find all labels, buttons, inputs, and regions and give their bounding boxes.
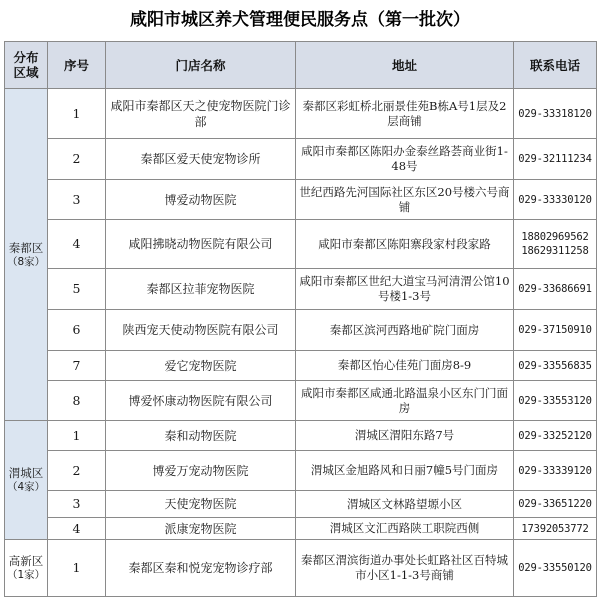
table-row bbox=[5, 421, 597, 451]
header-district: 分布 区域 bbox=[5, 42, 48, 89]
seq-cell: 5 bbox=[48, 269, 106, 310]
header-address: 地址 bbox=[296, 42, 514, 89]
district-name: 渭城区 bbox=[8, 466, 44, 480]
address-cell: 秦都区怡心佳苑门面房8-9 bbox=[296, 351, 514, 381]
address-cell: 秦都区彩虹桥北丽景佳苑B栋A号1层及2层商铺 bbox=[296, 89, 514, 139]
seq-cell: 1 bbox=[48, 421, 106, 451]
phone-cell: 029-33686691 bbox=[514, 269, 597, 310]
district-cell bbox=[5, 540, 48, 597]
address-cell: 世纪西路先河国际社区东区20号楼六号商铺 bbox=[296, 180, 514, 220]
address-cell: 咸阳市秦都区咸通北路温泉小区东门门面房 bbox=[296, 381, 514, 421]
phone-cell: 029-33651220 bbox=[514, 491, 597, 518]
table-header-row bbox=[5, 42, 597, 89]
address-cell: 咸阳市秦都区陈阳寨段家村段家路 bbox=[296, 220, 514, 269]
table-row bbox=[5, 540, 597, 597]
store-name-cell: 天使宠物医院 bbox=[106, 491, 296, 518]
phone-cell: 029-33550120 bbox=[514, 540, 597, 597]
address-cell: 咸阳市秦都区世纪大道宝马河清渭公馆10号楼1-3号 bbox=[296, 269, 514, 310]
store-name-cell: 秦都区拉菲宠物医院 bbox=[106, 269, 296, 310]
store-name-cell: 咸阳拂晓动物医院有限公司 bbox=[106, 220, 296, 269]
phone-cell: 029-33330120 bbox=[514, 180, 597, 220]
table-row bbox=[5, 451, 597, 491]
address-cell: 渭城区金旭路风和日丽7幢5号门面房 bbox=[296, 451, 514, 491]
address-cell: 秦都区渭滨街道办事处长虹路社区百特城市小区1-1-3号商铺 bbox=[296, 540, 514, 597]
store-name-cell: 博爱动物医院 bbox=[106, 180, 296, 220]
seq-cell: 1 bbox=[48, 89, 106, 139]
table-body bbox=[5, 89, 597, 597]
table-row bbox=[5, 269, 597, 310]
seq-cell: 6 bbox=[48, 310, 106, 351]
table-row bbox=[5, 220, 597, 269]
table-row bbox=[5, 518, 597, 540]
phone-cell: 17392053772 bbox=[514, 518, 597, 540]
district-name: 高新区 bbox=[8, 554, 44, 568]
store-name-cell: 爱它宠物医院 bbox=[106, 351, 296, 381]
seq-cell: 7 bbox=[48, 351, 106, 381]
header-seq: 序号 bbox=[48, 42, 106, 89]
phone-cell: 029-33339120 bbox=[514, 451, 597, 491]
store-name-cell: 秦都区爱天使宠物诊所 bbox=[106, 139, 296, 180]
table-row bbox=[5, 89, 597, 139]
store-name-cell: 博爱万宠动物医院 bbox=[106, 451, 296, 491]
phone-cell: 029-32111234 bbox=[514, 139, 597, 180]
seq-cell: 2 bbox=[48, 139, 106, 180]
seq-cell: 4 bbox=[48, 518, 106, 540]
page-title: 咸阳市城区养犬管理便民服务点（第一批次） bbox=[130, 10, 470, 30]
address-cell: 渭城区文林路望塬小区 bbox=[296, 491, 514, 518]
seq-cell: 3 bbox=[48, 491, 106, 518]
district-cell bbox=[5, 89, 48, 421]
address-cell: 渭城区渭阳东路7号 bbox=[296, 421, 514, 451]
address-cell: 秦都区滨河西路地矿院门面房 bbox=[296, 310, 514, 351]
address-cell: 渭城区文汇西路陕工职院西侧 bbox=[296, 518, 514, 540]
store-name-cell: 秦和动物医院 bbox=[106, 421, 296, 451]
store-name-cell: 陕西宠天使动物医院有限公司 bbox=[106, 310, 296, 351]
phone-cell: 029-33553120 bbox=[514, 381, 597, 421]
table-row bbox=[5, 310, 597, 351]
phone-cell: 029-33556835 bbox=[514, 351, 597, 381]
phone-cell: 029-33318120 bbox=[514, 89, 597, 139]
district-name: 秦都区 bbox=[8, 240, 44, 255]
table-row bbox=[5, 491, 597, 518]
store-name-cell: 博爱怀康动物医院有限公司 bbox=[106, 381, 296, 421]
district-cell bbox=[5, 421, 48, 540]
district-count: （8家） bbox=[7, 255, 46, 268]
seq-cell: 2 bbox=[48, 451, 106, 491]
seq-cell: 8 bbox=[48, 381, 106, 421]
table-row bbox=[5, 351, 597, 381]
address-cell: 咸阳市秦都区陈阳办金泰丝路荟商业街1-48号 bbox=[296, 139, 514, 180]
store-name-cell: 咸阳市秦都区天之使宠物医院门诊部 bbox=[106, 89, 296, 139]
store-name-cell: 秦都区秦和悦宠宠物诊疗部 bbox=[106, 540, 296, 597]
phone-cell: 18802969562 18629311258 bbox=[514, 220, 597, 269]
phone-cell: 029-37150910 bbox=[514, 310, 597, 351]
seq-cell: 4 bbox=[48, 220, 106, 269]
table-row bbox=[5, 139, 597, 180]
table-row bbox=[5, 180, 597, 220]
seq-cell: 3 bbox=[48, 180, 106, 220]
header-phone: 联系电话 bbox=[514, 42, 597, 89]
service-points-table bbox=[4, 41, 597, 597]
header-name: 门店名称 bbox=[106, 42, 296, 89]
seq-cell: 1 bbox=[48, 540, 106, 597]
district-count: （4家） bbox=[7, 481, 46, 493]
phone-cell: 029-33252120 bbox=[514, 421, 597, 451]
table-row bbox=[5, 381, 597, 421]
district-count: （1家） bbox=[7, 569, 46, 581]
store-name-cell: 派康宠物医院 bbox=[106, 518, 296, 540]
